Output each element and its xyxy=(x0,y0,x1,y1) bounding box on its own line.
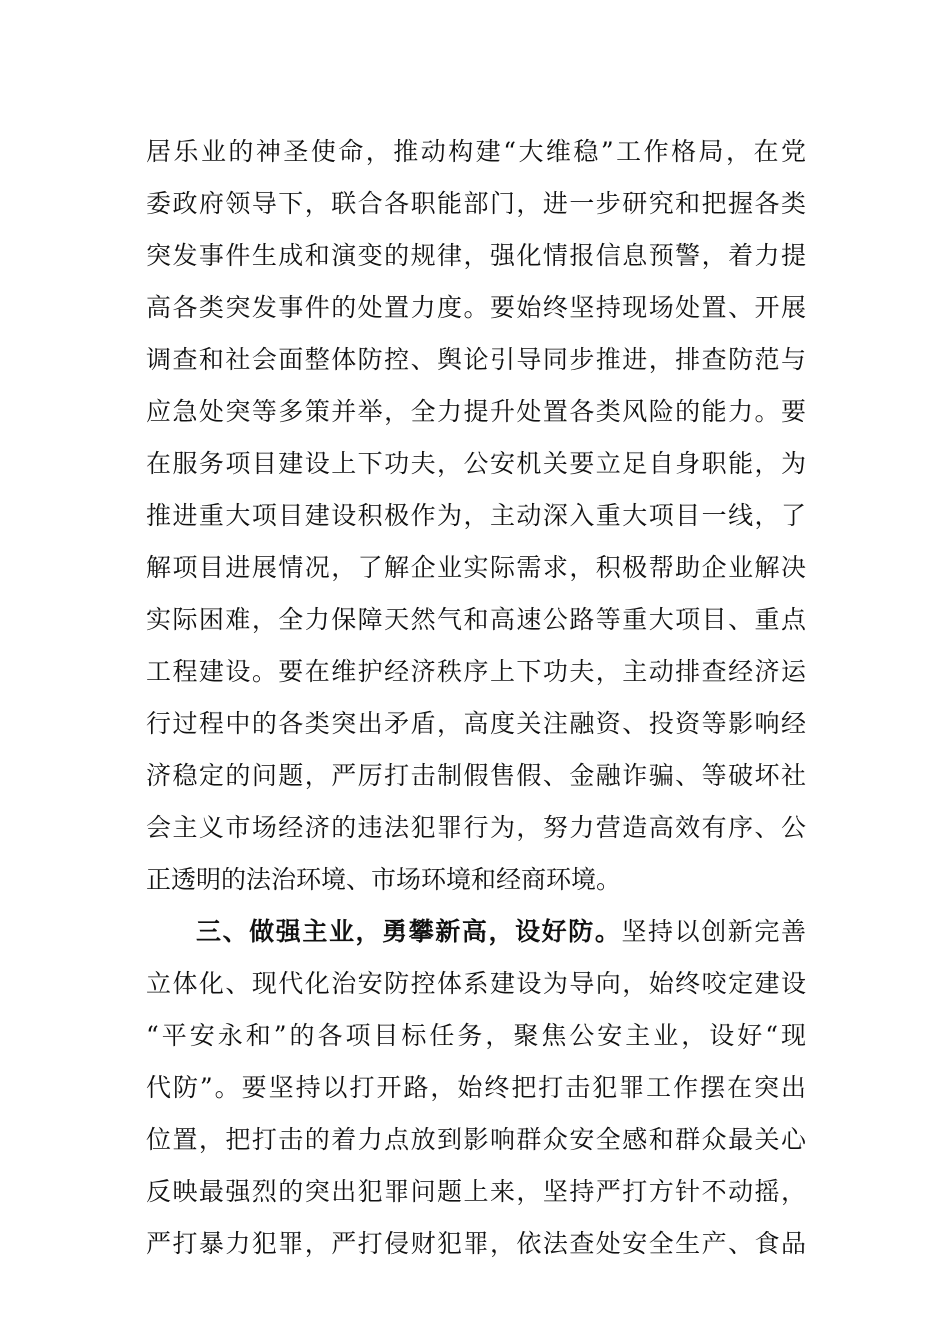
text-line: 在服务项目建设上下功夫，公安机关要立足自身职能，为 xyxy=(146,449,806,478)
section-heading: 三、做强主业，勇攀新高，设好防。 xyxy=(196,917,622,946)
text-line: 正透明的法治环境、市场环境和经商环境。 xyxy=(146,865,622,894)
text-line: 反映最强烈的突出犯罪问题上来，坚持严打方针不动摇， xyxy=(146,1177,806,1206)
text-line: 实际困难，全力保障天然气和高速公路等重大项目、重点 xyxy=(146,605,806,634)
text-line: 解项目进展情况，了解企业实际需求，积极帮助企业解决 xyxy=(146,553,806,582)
text-line: “平安永和”的各项目标任务，聚焦公安主业，设好“现 xyxy=(146,1021,806,1050)
paragraph-1 xyxy=(146,126,806,906)
text-line: 工程建设。要在维护经济秩序上下功夫，主动排查经济运 xyxy=(146,657,806,686)
text-line: 会主义市场经济的违法犯罪行为，努力营造高效有序、公 xyxy=(146,813,806,842)
text-line: 调查和社会面整体防控、舆论引导同步推进，排查防范与 xyxy=(146,345,806,374)
text-line: 位置，把打击的着力点放到影响群众安全感和群众最关心 xyxy=(146,1125,806,1154)
text-line: 居乐业的神圣使命，推动构建“大维稳”工作格局，在党 xyxy=(146,137,806,166)
text-line: 代防”。要坚持以打开路，始终把打击犯罪工作摆在突出 xyxy=(146,1073,806,1102)
text-segment: 坚持以创新完善 xyxy=(621,917,806,946)
body-text xyxy=(146,126,806,1270)
text-line: 推进重大项目建设积极作为，主动深入重大项目一线，了 xyxy=(146,501,806,530)
text-line: 委政府领导下，联合各职能部门，进一步研究和把握各类 xyxy=(146,189,806,218)
text-line: 突发事件生成和演变的规律，强化情报信息预警，着力提 xyxy=(146,241,806,270)
paragraph-2 xyxy=(146,906,806,1270)
text-line: 行过程中的各类突出矛盾，高度关注融资、投资等影响经 xyxy=(146,709,806,738)
text-line: 高各类突发事件的处置力度。要始终坚持现场处置、开展 xyxy=(146,293,806,322)
text-line: 立体化、现代化治安防控体系建设为导向，始终咬定建设 xyxy=(146,969,806,998)
text-line: 应急处突等多策并举，全力提升处置各类风险的能力。要 xyxy=(146,397,806,426)
text-line: 济稳定的问题，严厉打击制假售假、金融诈骗、等破坏社 xyxy=(146,761,806,790)
section-first-line xyxy=(146,906,806,958)
text-line: 严打暴力犯罪，严打侵财犯罪，依法查处安全生产、食品 xyxy=(146,1229,806,1258)
